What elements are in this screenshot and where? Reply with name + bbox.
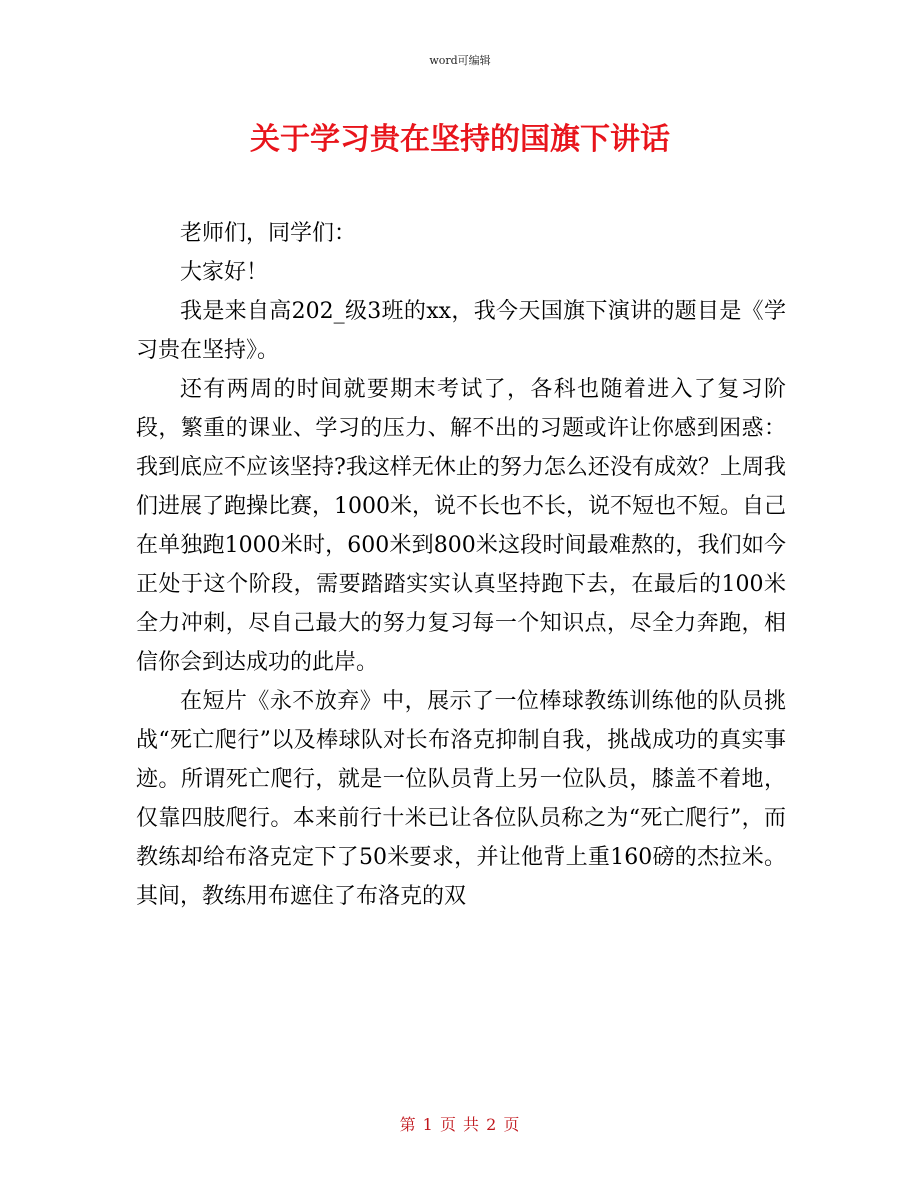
document-title: 关于学习贵在坚持的国旗下讲话	[250, 122, 670, 157]
body-paragraph: 在短片《永不放弃》中，展示了一位棒球教练训练他的队员挑战“死亡爬行”以及棒球队对长布洛克抑制自我，挑战成功的真实事迹。所谓死亡爬行，就是一位队员背上另一位队员，膝盖不着地，仅靠四肢爬行。本来前行十米已让各位队员称之为“死亡爬行”，而教练却给布洛克定下了50米要求，并让他背上重160磅的杰拉米。其间，教练用布遮住了布洛克的双	[136, 689, 786, 909]
intro-paragraph: 我是来自高202_级3班的xx，我今天国旗下演讲的题目是《学习贵在坚持》。	[136, 299, 786, 363]
greeting-paragraph: 老师们，同学们：	[180, 221, 357, 246]
hello-paragraph: 大家好！	[180, 260, 269, 285]
document-body	[136, 214, 786, 916]
page-header: word可编辑	[429, 54, 491, 67]
body-paragraph: 还有两周的时间就要期末考试了，各科也随着进入了复习阶段，繁重的课业、学习的压力、解不出的习题或许让你感到困惑：我到底应不应该坚持?我这样无休止的努力怎么还没有成效？上周我们进展了跑操比赛，1000米，说不长也不长，说不短也不短。自己在单独跑1000米时，600米到800米这段时间最难熬的，我们如今正处于这个阶段，需要踏踏实实认真坚持跑下去，在最后的100米全力冲刺，尽自己最大的努力复习每一个知识点，尽全力奔跑，相信你会到达成功的此岸。	[136, 377, 786, 675]
page-number: 第 1 页 共 2 页	[399, 1115, 521, 1134]
